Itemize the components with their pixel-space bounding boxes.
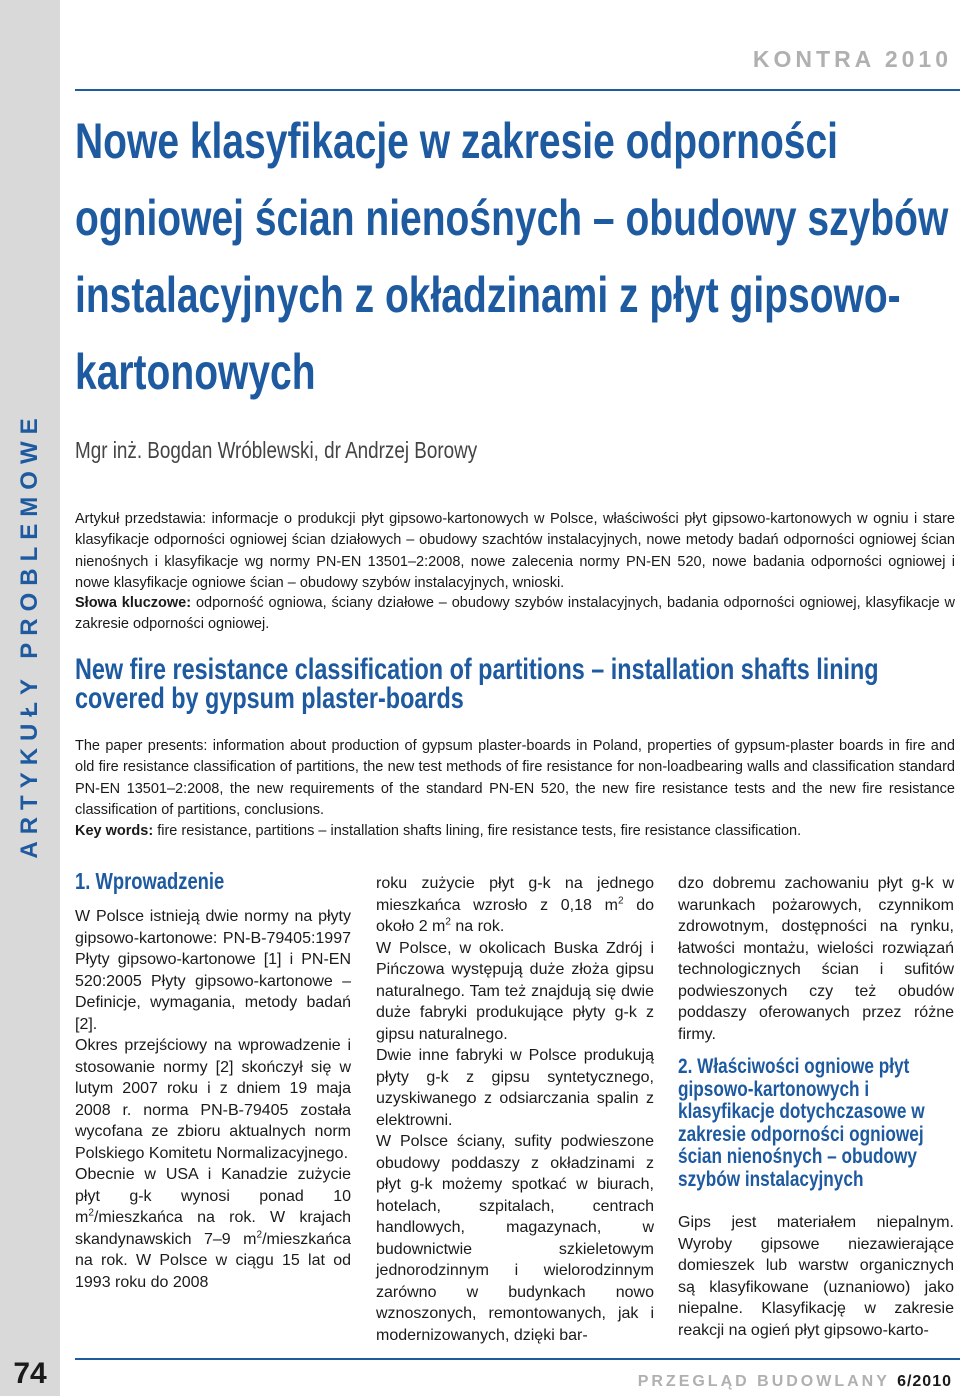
col2-p1-part-c: na rok. xyxy=(450,918,505,935)
page-number: 74 xyxy=(13,1357,47,1390)
abstract-en: The paper presents: information about production of gypsum plaster-boards in Poland, properties of gypsum-plaster boards in fire and old fire resistance classification of partitions, the new test methods of fire resistance for non-loadbearing walls and classification standard PN-EN 13501–2:2008, the new requirements of the standard PN-EN 520, the new fire resistance tests and the new fire resistance classification of partitions, conclusions. xyxy=(75,738,955,819)
article-title-en: New fire resistance classification of partitions – installation shafts lining covered by gypsum plaster-boards xyxy=(75,653,879,715)
superscript: 2 xyxy=(617,895,624,907)
col2-paragraph-4: W Polsce ściany, sufity podwieszone obudowy poddaszy z okładzinami z płyt g-k możemy spotkać w biurach, hotelach, szpitalach, centrach handlowych, magazynach, w budownictwie szkieletowym jednorodzinnym i wielorodzinnym zarówno w budynkach nowo wznoszonych, remontowanych, jak i modernizowanych, dzięki bar- xyxy=(376,1133,654,1344)
section-1-heading: 1. Wprowadzenie xyxy=(75,868,225,894)
col1-p3-part-a: Obecnie w USA i Kanadzie zużycie płyt g-k wynosi ponad 10 m xyxy=(75,1166,351,1226)
col3-paragraph-2: Gips jest materiałem niepalnym. Wyroby gipsowe niezawierające domieszek lub warstw organicznych są klasyfikowane (uznaniowo) jako niepalne. Klasyfikację w zakresie reakcji na ogień płyt gipsowo-karto- xyxy=(678,1214,954,1339)
col3-paragraph-1: dzo dobremu zachowaniu płyt g-k w warunkach pożarowych, czynnikom zdrowotnym, dostępności na rynku, łatwości montażu, wielości rozwiązań technologicznych ścian i sufitów podwieszonych czy też obudów poddaszy oferowanych przez różne firmy. xyxy=(678,875,954,1043)
col2-paragraph-3: Dwie inne fabryki w Polsce produkują płyty g-k z gipsu syntetycznego, uzyskiwanego z odsiarczania spalin z elektrowni. xyxy=(376,1047,654,1129)
keywords-pl xyxy=(75,593,955,636)
col2-p1-part-a: roku zużycie płyt g-k na jednego mieszkańca wzrosło z 0,18 m xyxy=(376,875,654,914)
column-1 xyxy=(75,868,351,1293)
keywords-pl-label: Słowa kluczowe: xyxy=(75,595,192,611)
superscript: 2 xyxy=(445,916,451,928)
abstract-pl: Artykuł przedstawia: informacje o produkcji płyt gipsowo-kartonowych w Polsce, właściwości płyt gipsowo-kartonowych w ogniu i stare klasyfikacje odporności ogniowej ścian działowych – obudowy szachtów instalacyjnych, nowe metody badań odporności ogniowej ścian nienośnych i klasyfikacje wg normy PN-EN 13501–2:2008, nowe zalecenia normy PN-EN 520, nowe badania odporności ogniowej i nowe klasyfikacje ogniowe ścian – obudowy szybów instalacyjnych, wnioski. xyxy=(75,511,955,592)
col1-paragraph-2: Okres przejściowy na wprowadzenie i stosowanie normy [2] skończył się w lutym 2007 roku i z dniem 19 maja 2008 r. norma PN-B-79405 została wycofana ze zbioru aktualnych norm Polskiego Komitetu Normalizacyjnego. xyxy=(75,1037,351,1162)
keywords-en-label: Key words: xyxy=(75,823,154,839)
col1-p3-part-c: /mieszkańca na rok. W Polsce w ciągu 15 lat od 1993 roku do 2008 xyxy=(75,1230,351,1291)
sidebar xyxy=(0,0,60,1396)
journal-name: PRZEGLĄD BUDOWLANY xyxy=(637,1373,890,1390)
col1-paragraph-3 xyxy=(75,1164,351,1293)
article-authors: Mgr inż. Bogdan Wróblewski, dr Andrzej Borowy xyxy=(75,437,478,463)
title-rule xyxy=(75,89,960,91)
col2-paragraph-1 xyxy=(376,873,654,938)
column-3 xyxy=(678,873,954,1341)
col2-p1-part-b: do około 2 m xyxy=(376,896,654,935)
col1-paragraph-1: W Polsce istnieją dwie normy na płyty gipsowo-kartonowe: PN-B-79405:1997 Płyty gipsowo-kartonowe [1] i PN-EN 520:2005 Płyty gipsowo-kartonowe – Definicje, wymagania, metody badań [2]. xyxy=(75,908,351,1033)
keywords-en xyxy=(75,821,955,842)
keywords-en-text: fire resistance, partitions – installation shafts lining, fire resistance tests, fire resistance classification. xyxy=(153,823,802,839)
article-title: Nowe klasyfikacje w zakresie odporności ogniowej ścian nienośnych – obudowy szybów instalacyjnych z okładzinami z płyt gipsowo-kartonowych xyxy=(75,113,949,400)
superscript: 2 xyxy=(256,1229,263,1241)
superscript: 2 xyxy=(88,1207,94,1219)
col1-p3-part-b: /mieszkańca na rok. W krajach skandynawskich 7–9 m xyxy=(75,1209,351,1248)
col2-paragraph-2: W Polsce, w okolicach Buska Zdrój i Pińczowa występują duże złoża gipsu naturalnego. Tam też znajdują się dwie duże fabryki produkujące płyty g-k z gipsu naturalnego. xyxy=(376,939,654,1043)
journal-issue: 6/2010 xyxy=(897,1373,952,1390)
keywords-pl-text: odporność ogniowa, ściany działowe – obudowy szybów instalacyjnych, badania odporności ogniowej, klasyfikacje w zakresie odporności ogniowej. xyxy=(75,595,955,633)
footer-rule xyxy=(75,1358,960,1360)
footer xyxy=(638,1373,952,1391)
column-2 xyxy=(376,873,654,1346)
section-2-heading: 2. Właściwości ogniowe płyt gipsowo-kartonowych i klasyfikacje dotychczasowe w zakresie odporności ogniowej ścian nienośnych – obudowy szybów instalacyjnych xyxy=(678,1054,925,1191)
section-label: ARTYKUŁY PROBLEMOWE xyxy=(16,411,43,859)
conference-label: KONTRA 2010 xyxy=(752,46,952,72)
